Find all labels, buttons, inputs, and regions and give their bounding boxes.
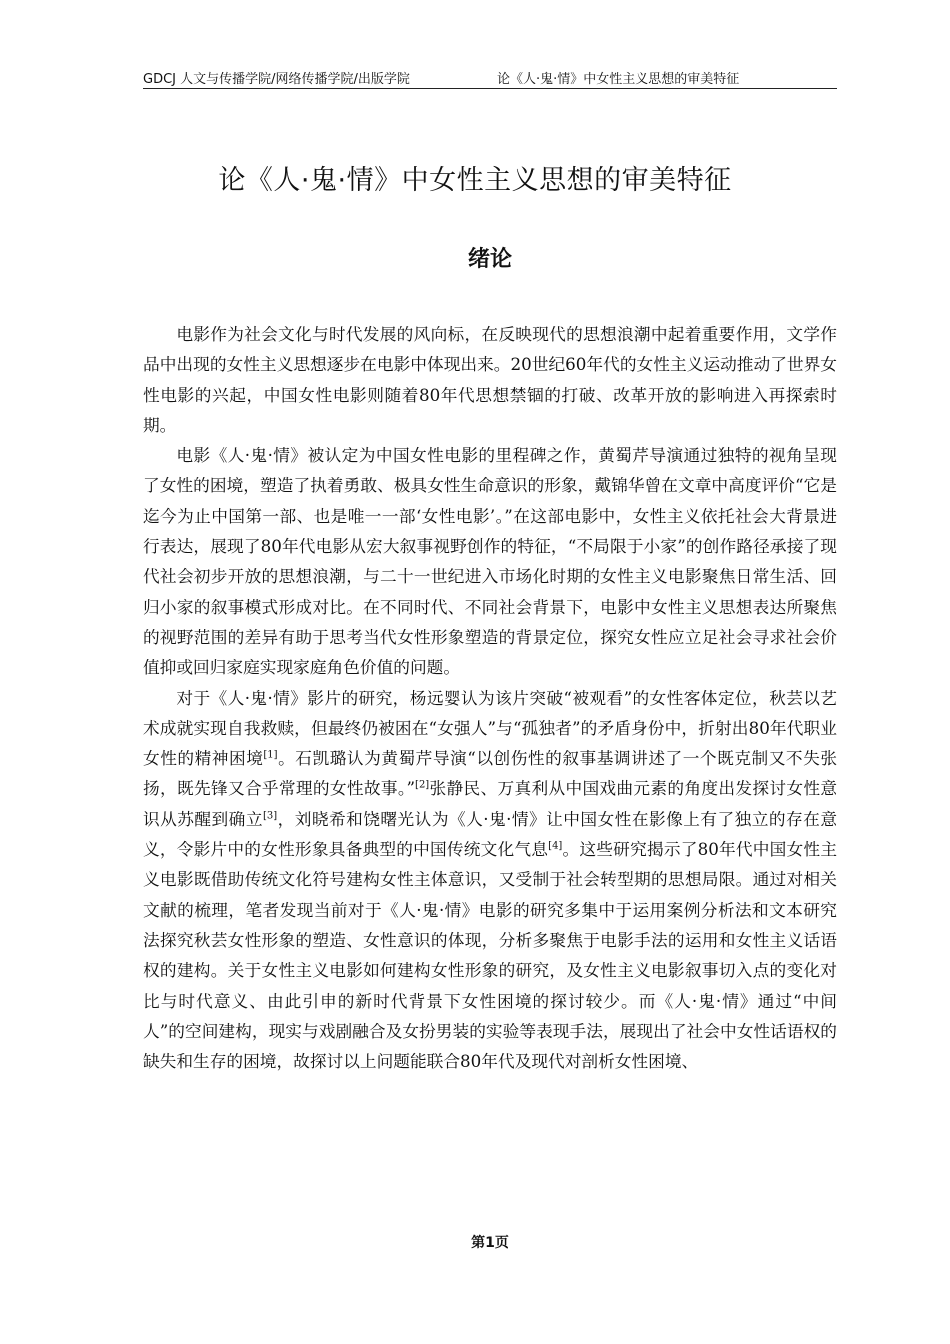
running-header <box>143 68 837 89</box>
citation-1: [1] <box>263 749 278 761</box>
paragraph-2: 电影《人·鬼·情》被认定为中国女性电影的里程碑之作，黄蜀芹导演通过独特的视角呈现了女性的困境，塑造了执着勇敢、极具女性生命意识的形象，戴锦华曾在文章中高度评价“它是迄今为止中国第一部、也是唯一一部‘女性电影’。”在这部电影中，女性主义依托社会大背景进行表达，展现了80年代电影从宏大叙事视野创作的特征，“不局限于小家”的创作路径承接了现代社会初步开放的思想浪潮，与二十一世纪进入市场化时期的女性主义电影聚焦日常生活、回归小家的叙事模式形成对比。在不同时代、不同社会背景下，电影中女性主义思想表达所聚焦的视野范围的差异有助于思考当代女性形象塑造的背景定位，探究女性应立足社会寻求社会价值抑或回归家庭实现家庭角色价值的问题。 <box>143 445 837 678</box>
citation-2: [2] <box>415 779 430 791</box>
paragraph-1: 电影作为社会文化与时代发展的风向标，在反映现代的思想浪潮中起着重要作用，文学作品中出现的女性主义思想逐步在电影中体现出来。20世纪60年代的女性主义运动推动了世界女性电影的兴起，中国女性电影则随着80年代思想禁锢的打破、改革开放的影响进入再探索时期。 <box>143 324 837 435</box>
section-heading: 绪论 <box>467 247 512 272</box>
paragraph-3-text: 。石凯璐认为黄蜀芹导演“以创伤性的叙事基调讲述了一个既克制又不失张扬，既先锋又合乎常理的女性故事。” <box>143 748 838 799</box>
body-text <box>143 319 837 1076</box>
page-number: 第1页 <box>471 1235 509 1251</box>
paragraph-3-text: 。这些研究揭示了80年代中国女性主义电影既借助传统文化符号建构女性主体意识，又受制于社会转型期的思想局限。通过对相关文献的梳理，笔者发现当前对于《人·鬼·情》电影的研究多集中于运用案例分析法和文本研究法探究秋芸女性形象的塑造、女性意识的体现，分析多聚焦于电影手法的运用和女性主义话语权的建构。关于女性主义电影如何建构女性形象的研究，及女性主义电影叙事切入点的变化对比与时代意义、由此引申的新时代背景下女性困境的探讨较少。而《人·鬼·情》通过“中间人”的空间建构，现实与戏剧融合及女扮男装的实验等表现手法，展现出了社会中女性话语权的缺失和生存的困境，故探讨以上问题能联合80年代及现代对剖析女性困境、 <box>143 839 838 1072</box>
page-title: 论《人·鬼·情》中女性主义思想的审美特征 <box>218 165 732 196</box>
paragraph-3-text: 张静民、万真利从中国戏曲元素的角度出发探讨女性意识从苏醒到确立 <box>143 778 838 829</box>
citation-3: [3] <box>262 810 278 822</box>
citation-4: [4] <box>548 840 563 852</box>
paragraph-3 <box>143 683 837 1077</box>
header-paper-title: 论《人·鬼·情》中女性主义思想的审美特征 <box>497 72 740 87</box>
header-institution: GDCJ 人文与传播学院/网络传播学院/出版学院 <box>143 72 410 87</box>
paragraph-3-text: ，刘晓希和饶曙光认为《人·鬼·情》让中国女性在影像上有了独立的存在意义，令影片中的女性形象具备典型的中国传统文化气息 <box>143 808 838 860</box>
paragraph-3-text: 对于《人·鬼·情》影片的研究，杨远婴认为该片突破“被观看”的女性客体定位，秋芸以艺术成就实现自我救赎，但最终仍被困在“女强人”与“孤独者”的矛盾身份中，折射出80年代职业女性的精神困境 <box>143 687 837 769</box>
